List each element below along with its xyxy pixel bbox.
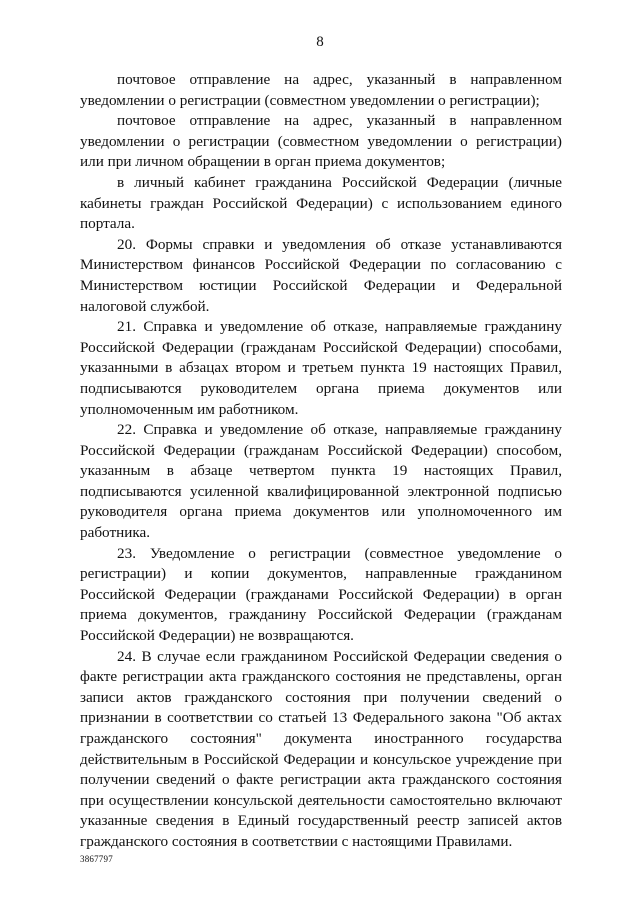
document-code: 3867797 bbox=[80, 854, 113, 864]
paragraph-item-24: 24. В случае если гражданином Российской Федерации сведения о факте регистрации акта гражданского состояния не представлены, орган записи актов гражданского состояния при получении сведений о признании в соответствии со статьей 13 Федерального закона "Об актах гражданского состояния" документа иностранного государства действительным в Российской Федерации и консульское учреждение при получении сведений о факте регистрации акта гражданского состояния при осуществлении консульской деятельности самостоятельно включают указанные сведения в Единый государственный реестр записей актов гражданского состояния в соответствии с настоящими Правилами. bbox=[80, 647, 562, 850]
paragraph-postal-or-personal: почтовое отправление на адрес, указанный в направленном уведомлении о регистрации (совместном уведомлении о регистрации) или при личном обращении в орган приема документов; bbox=[80, 112, 562, 171]
paragraph-item-22: 22. Справка и уведомление об отказе, направляемые гражданину Российской Федерации (гражданам Российской Федерации) способом, указанным в абзаце четвертом пункта 19 настоящих Правил, подписываются усиленной квалифицированной электронной подписью руководителя органа приема документов или уполномоченного им работника. bbox=[80, 421, 562, 542]
paragraph-postal-notice: почтовое отправление на адрес, указанный в направленном уведомлении о регистрации (совместном уведомлении о регистрации); bbox=[80, 71, 562, 109]
paragraph-item-21: 21. Справка и уведомление об отказе, направляемые гражданину Российской Федерации (гражданам Российской Федерации) способами, указанными в абзацах втором и третьем пункта 19 настоящих Правил, подписываются руководителем органа приема документов или уполномоченным им работником. bbox=[80, 318, 562, 418]
document-body bbox=[80, 70, 562, 853]
paragraph-item-23: 23. Уведомление о регистрации (совместное уведомление о регистрации) и копии документов, направленные гражданином Российской Федерации (гражданами Российской Федерации) в орган приема документов, гражданину Российской Федерации (гражданам Российской Федерации) не возвращаются. bbox=[80, 544, 562, 645]
paragraph-personal-account: в личный кабинет гражданина Российской Федерации (личные кабинеты граждан Российской Федерации) с использованием единого портала. bbox=[80, 173, 562, 233]
page-number: 8 bbox=[316, 34, 324, 50]
paragraph-item-20: 20. Формы справки и уведомления об отказе устанавливаются Министерством финансов Российской Федерации по согласованию с Министерством юстиции Российской Федерации и Федеральной налоговой службой. bbox=[80, 235, 562, 315]
